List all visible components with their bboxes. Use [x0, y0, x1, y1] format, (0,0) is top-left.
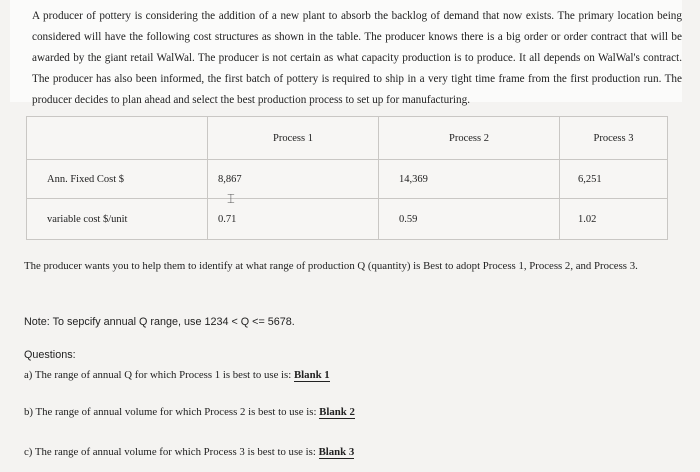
header-process-3: Process 3 [560, 117, 668, 160]
header-process-2: Process 2 [379, 117, 560, 160]
row-label-fixed-cost: Ann. Fixed Cost $ [27, 160, 208, 199]
cost-table [26, 116, 668, 240]
text-cursor-icon: ⌶ [227, 192, 235, 207]
problem-intro: A producer of pottery is considering the addition of a new plant to absorb the backlog of demand that now exists. The primary location being considered will have the following cost structures as shown in the table. The producer knows there is a big order or order contract that will be awarded by the giant retail WalWal. The producer is not certain as what capacity production is to produce. It all depends on WalWal's contract. The producer has also been informed, the first batch of pottery is required to ship in a very tight time frame from the first production run. The producer decides to plan ahead and select the best production process to set up for manufacturing. [32, 10, 682, 106]
intro-box [10, 0, 682, 106]
fixed-cost-process-2: 14,369 [379, 160, 560, 199]
table-row [27, 199, 668, 240]
fixed-cost-process-3: 6,251 [560, 160, 668, 199]
header-process-1: Process 1 [208, 117, 379, 160]
row-label-variable-cost: variable cost $/unit [27, 199, 208, 240]
range-note: Note: To sepcify annual Q range, use 1234 < Q <= 5678. [24, 316, 295, 328]
fixed-cost-process-1: 8,867 [208, 160, 379, 199]
table-row [27, 160, 668, 199]
header-empty [27, 117, 208, 160]
blank-3-field[interactable]: Blank 3 [318, 446, 355, 458]
blank-1-field[interactable]: Blank 1 [293, 369, 330, 381]
variable-cost-process-1: 0.71 [208, 199, 379, 240]
questions-title: Questions: [24, 349, 76, 361]
variable-cost-process-3: 1.02 [560, 199, 668, 240]
blank-2-field[interactable]: Blank 2 [319, 406, 355, 418]
table-header-row [27, 117, 668, 160]
question-b-text: b) The range of annual volume for which Process 2 is best to use is: [24, 406, 320, 418]
question-c-text: c) The range of annual volume for which Process 3 is best to use is: [24, 446, 319, 458]
variable-cost-process-2: 0.59 [379, 199, 560, 240]
question-a-text: a) The range of annual Q for which Process 1 is best to use is: [24, 369, 294, 381]
question-b [24, 406, 355, 418]
question-a [24, 369, 330, 381]
task-paragraph: The producer wants you to help them to identify at what range of production Q (quantity) is Best to adopt Process 1, Process 2, and Process 3. [24, 260, 638, 272]
question-c [24, 446, 354, 458]
